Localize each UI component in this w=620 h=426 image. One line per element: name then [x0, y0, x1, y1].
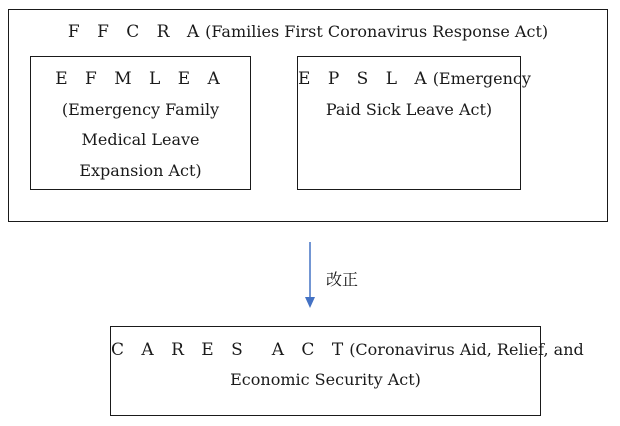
efmlea-abbreviation — [31, 69, 250, 89]
arrow-label: 改正 — [326, 270, 359, 289]
epsla-line-1-rest: (Emergency — [432, 69, 531, 88]
arrow-head — [305, 297, 315, 308]
epsla-title-line — [298, 69, 531, 89]
epsla-line-2: Paid Sick Leave Act) — [325, 100, 493, 119]
efmlea-line-2: (Emergency Family — [61, 100, 220, 119]
down-arrow-icon — [300, 242, 320, 308]
efmlea-box — [30, 56, 251, 190]
epsla-box — [297, 56, 531, 190]
ffcra-full-name: (Families First Coronavirus Response Act) — [205, 22, 549, 41]
ffcra-abbreviation: F F C R A — [67, 22, 206, 42]
efmlea-line-4: Expansion Act) — [79, 161, 202, 180]
efmlea-abbr-text: E F M L E A — [55, 69, 226, 89]
cares-abbreviation: C A R E S A C T — [111, 340, 350, 360]
cares-title-line — [111, 340, 584, 360]
cares-line-2: Economic Security Act) — [230, 370, 421, 389]
ffcra-title — [9, 22, 607, 42]
epsla-abbreviation: E P S L A — [298, 69, 433, 89]
efmlea-line-3: Medical Leave — [81, 130, 200, 149]
cares-act-box — [110, 326, 584, 416]
ffcra-box — [8, 9, 608, 222]
cares-line-1-rest: (Coronavirus Aid, Relief, and — [349, 340, 584, 359]
